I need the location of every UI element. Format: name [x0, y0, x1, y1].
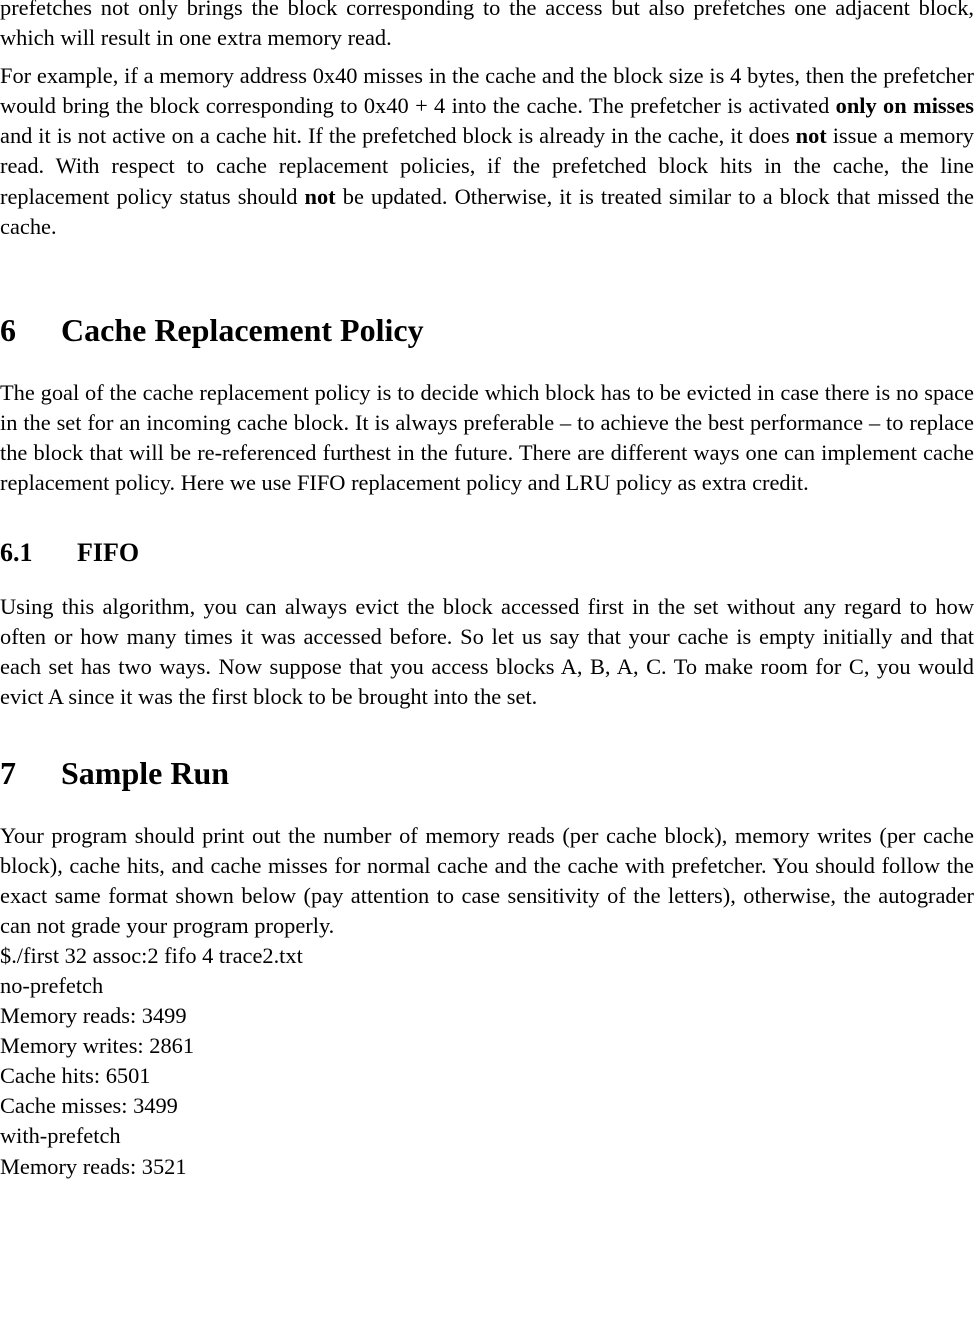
text-run: issue a memory read. With respect to cache replacement policies, if the prefetched block hits in the cache, the line replacement policy status should [0, 123, 974, 209]
sample-line: with-prefetch [0, 1123, 121, 1149]
text-run: For example, if a memory address 0x40 misses in the cache and the block size is 4 bytes, then the prefetcher would bring the block corresponding to 0x40 + 4 into the cache. The prefetcher is activated [0, 63, 974, 119]
section-number: 6 [0, 311, 16, 348]
sample-line: Memory writes: 2861 [0, 1033, 195, 1059]
section-title: Cache Replacement Policy [61, 311, 424, 348]
bold-text: not [795, 123, 827, 149]
section-title: Sample Run [61, 754, 230, 791]
sample-line: no-prefetch [0, 972, 104, 998]
section-number: 7 [0, 754, 16, 791]
paragraph-replacement-policy: The goal of the cache replacement policy is to decide which block has to be evicted in case there is no space in the set for an incoming cache block. It is always preferable – to achieve the best performance – to replace the block that will be re-referenced furthest in the future. There are different ways one can implement cache replacement policy. Here we use FIFO replacement policy and LRU policy as extra credit. [0, 379, 974, 496]
text-run: and it is not active on a cache hit. If the prefetched block is already in the cache, it does [0, 123, 796, 149]
section-heading-6 [0, 310, 974, 350]
sample-command: $./first 32 assoc:2 fifo 4 trace2.txt [0, 942, 303, 968]
paragraph-prefetch-example [0, 61, 974, 242]
paragraph-fifo: Using this algorithm, you can always evict the block accessed first in the set without any regard to how often or how many times it was accessed before. So let us say that your cache is empty initially and that each set has two ways. Now suppose that you access blocks A, B, A, C. To make room for C, you would evict A since it was the first block to be brought into the set. [0, 594, 974, 710]
bold-text: not [304, 183, 336, 209]
bold-text: only on misses [835, 93, 974, 119]
paragraph-prefetch-intro: prefetches not only brings the block corresponding to the access but also prefetches one adjacent block, which will result in one extra memory read. [0, 0, 974, 51]
text-run: be updated. Otherwise, it is treated similar to a block that missed the cache. [0, 183, 974, 239]
paragraph-sample-run: Your program should print out the number of memory reads (per cache block), memory writes (per cache block), cache hits, and cache misses for normal cache and the cache with prefetcher. You should follow the exact same format shown below (pay attention to case sensitivity of the letters), otherwise, the autograder can not grade your program properly. [0, 822, 974, 938]
sample-line: Memory reads: 3521 [0, 1153, 187, 1179]
sample-output [0, 941, 974, 1182]
subsection-title: FIFO [77, 538, 140, 568]
subsection-number: 6.1 [0, 538, 33, 568]
sample-line: Cache hits: 6501 [0, 1063, 151, 1089]
section-heading-7 [0, 753, 974, 793]
sample-line: Memory reads: 3499 [0, 1003, 187, 1029]
subsection-heading-6-1 [0, 536, 974, 570]
sample-line: Cache misses: 3499 [0, 1093, 178, 1119]
